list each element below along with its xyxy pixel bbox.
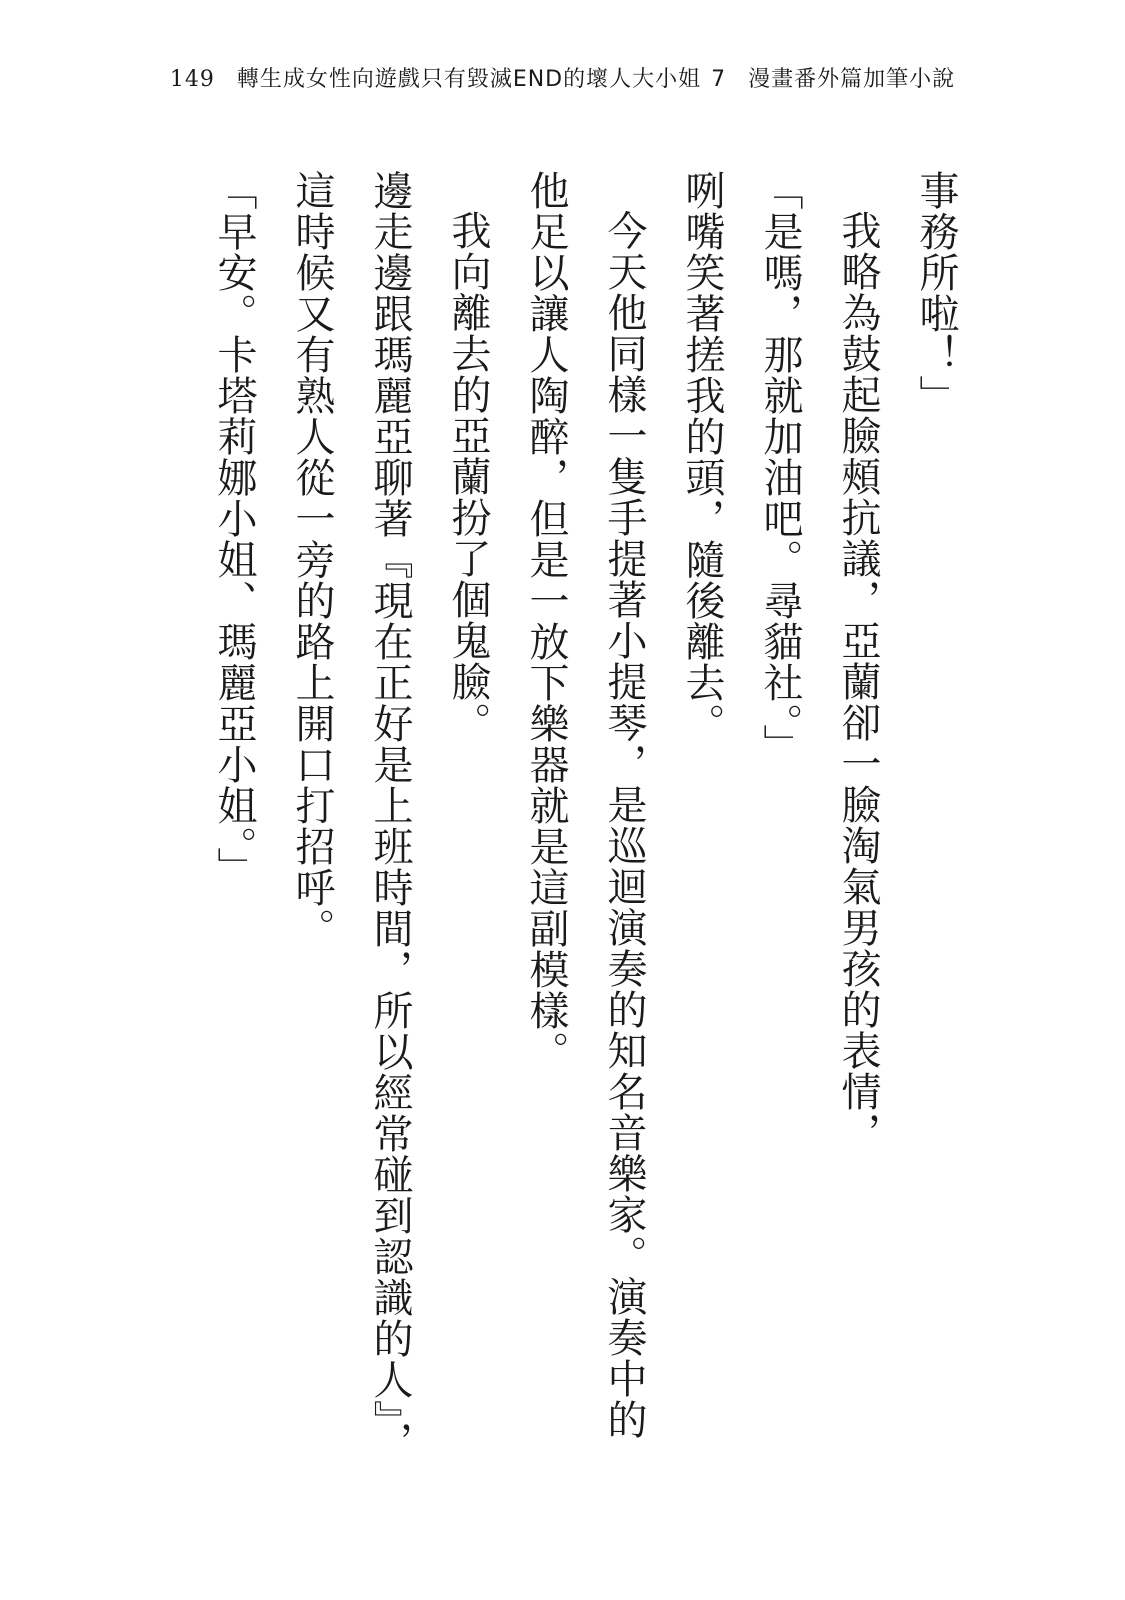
section-title: 漫畫番外篇加筆小說 [748, 67, 956, 92]
running-header [0, 62, 1125, 93]
paragraph: 今天他同樣一隻手提著小提琴，是巡迴演奏的知名音樂家。演奏中的他足以讓人陶醉，但是一放下樂器就是這副模樣。 [523, 170, 647, 1440]
book-title: 轉生成女性向遊戲只有毀滅END的壞人大小姐 [236, 67, 702, 92]
paragraph: 事務所啦！」 [913, 170, 959, 416]
paragraph: 「早安。卡塔莉娜小姐、瑪麗亞小姐。」 [211, 170, 257, 888]
paragraph: 我略為鼓起臉頰抗議，亞蘭卻一臉淘氣男孩的表情， [835, 210, 881, 1153]
paragraph: 我向離去的亞蘭扮了個鬼臉。 [445, 210, 491, 743]
paragraph: 邊走邊跟瑪麗亞聊著『現在正好是上班時間，所以經常碰到認識的人』，這時候又有熟人從一旁的路上開口打招呼。 [289, 170, 413, 1462]
paragraph: 咧嘴笑著搓我的頭，隨後離去。 [679, 170, 725, 744]
paragraph: 「是嗎，那就加油吧。尋貓社。」 [757, 170, 803, 765]
page-number: 149 [169, 67, 215, 92]
vertical-body-text [145, 170, 975, 1470]
volume-number: 7 [711, 67, 727, 92]
